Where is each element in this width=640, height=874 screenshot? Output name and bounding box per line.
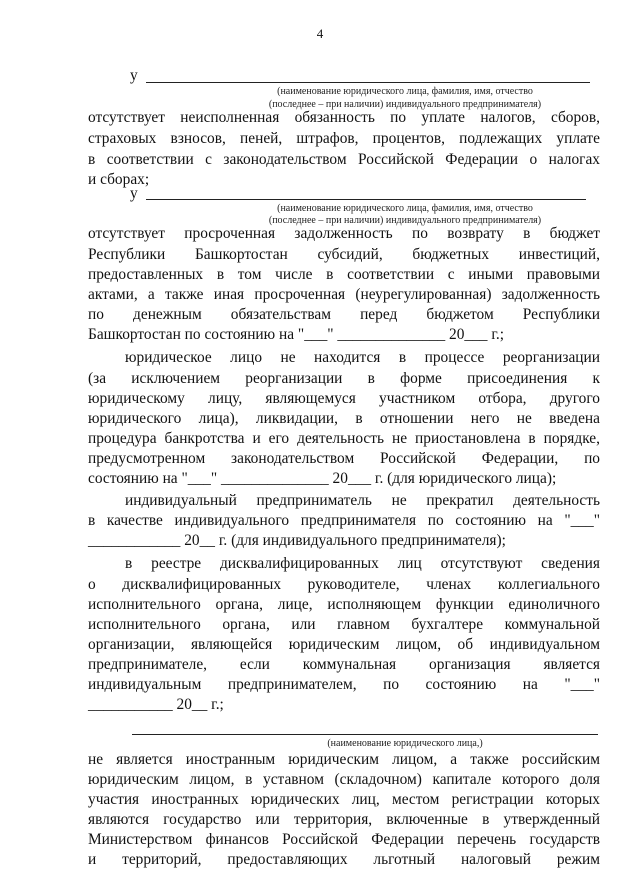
block3-text-line: процедура банкротства и его деятельность не приостановлена в порядке, xyxy=(88,430,600,447)
block2-text-line: отсутствует просроченная задолженность по возврату в бюджет xyxy=(88,225,600,242)
block6-text-line: участия иностранных юридических лиц, местом регистрации которых xyxy=(88,791,600,808)
block4-text-line: ____________ 20__ г. (для индивидуального предпринимателя); xyxy=(88,532,506,549)
block2-text-line: предоставленных в том числе в соответствии с иными правовыми xyxy=(88,266,600,283)
block5-text-line: исполнительного органа, или главном бухгалтере коммунальной xyxy=(88,616,600,633)
block5-text-line: организации, являющейся юридическим лицом, об индивидуальном xyxy=(88,636,600,653)
block1-prefix: у xyxy=(130,67,138,84)
block1-caption-line-2: (последнее – при наличии) индивидуального предпринимателя) xyxy=(268,99,542,110)
block5-text-line: исполнительного органа, лице, исполняющем функции единоличного xyxy=(88,596,600,613)
block5-text-line: в реестре дисквалифицированных лиц отсутствуют сведения xyxy=(125,555,600,572)
block2-caption-line-1: (наименование юридического лица, фамилия, имя, отчество xyxy=(277,203,533,214)
block4-text-line: в качестве индивидуального предпринимателя по состоянию на "___" xyxy=(88,512,600,529)
block6-caption: (наименование юридического лица,) xyxy=(327,738,483,749)
block2-text-line: по денежным обязательствам перед бюджетом Республики xyxy=(88,306,600,323)
block3-text-line: (за исключением реорганизации в форме присоединения к xyxy=(88,370,600,387)
block1-caption-line-1: (наименование юридического лица, фамилия, имя, отчество xyxy=(277,86,533,97)
block3-text-line: юридического лица), ликвидации, в отношении него не введена xyxy=(88,410,600,427)
block1-text-line: отсутствует неисполненная обязанность по уплате налогов, сборов, xyxy=(88,109,600,126)
block2-caption-line-2: (последнее – при наличии) индивидуального предпринимателя) xyxy=(268,215,542,226)
block2-prefix: у xyxy=(130,185,138,202)
block2-text-line: Башкортостан по состоянию на "___" ______________ 20___ г.; xyxy=(88,326,505,343)
block6-fill-line xyxy=(132,734,598,735)
block6-text-line: являются государство или территория, включенные в утвержденный xyxy=(88,811,600,828)
page-number: 4 xyxy=(316,26,324,41)
block5-text-line: предпринимателе, если коммунальная организация является xyxy=(88,656,600,673)
block6-text-line: и территорий, предоставляющих льготный налоговый режим xyxy=(88,851,600,868)
block3-text-line: состоянию на "___" ______________ 20___ г. (для юридического лица); xyxy=(88,470,557,487)
block3-text-line: юридическое лицо не находится в процессе реорганизации xyxy=(125,349,600,366)
block4-text-line: индивидуальный предприниматель не прекратил деятельность xyxy=(125,492,600,509)
block2-text-line: актами, а также иная просроченная (неурегулированная) задолженность xyxy=(88,286,600,303)
block1-text-line: страховых взносов, пеней, штрафов, процентов, подлежащих уплате xyxy=(88,130,600,147)
block1-text-line: и сборах; xyxy=(88,171,150,188)
block5-text-line: ___________ 20__ г.; xyxy=(88,696,224,713)
block3-text-line: предусмотренном законодательством Российской Федерации, по xyxy=(88,450,600,467)
block3-text-line: юридическому лицу, являющемуся участником отбора, другого xyxy=(88,390,600,407)
block1-text-line: в соответствии с законодательством Российской Федерации о налогах xyxy=(88,151,600,168)
block2-text-line: Республики Башкортостан субсидий, бюджетных инвестиций, xyxy=(88,246,600,263)
block6-text-line: юридическим лицом, в уставном (складочном) капитале которого доля xyxy=(88,771,600,788)
block5-text-line: индивидуальным предпринимателем, по состоянию на "___" xyxy=(88,676,600,693)
block2-fill-line xyxy=(146,199,586,200)
block5-text-line: о дисквалифицированных руководителе, членах коллегиального xyxy=(88,576,600,593)
block6-text-line: не является иностранным юридическим лицом, а также российским xyxy=(88,751,600,768)
block1-fill-line xyxy=(146,82,590,83)
block6-text-line: Министерством финансов Российской Федерации перечень государств xyxy=(88,831,600,848)
